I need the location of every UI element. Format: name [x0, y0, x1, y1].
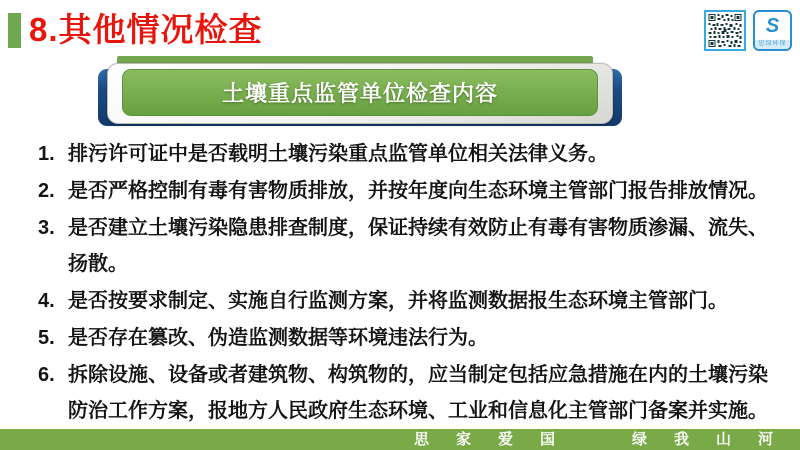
- list-item-text: 是否按要求制定、实施自行监测方案，并将监测数据报生态环境主管部门。: [68, 290, 728, 312]
- list-item: [38, 320, 778, 356]
- list-item: [38, 136, 778, 172]
- qr-code-icon: [704, 10, 746, 51]
- list-item-text: 是否建立土壤污染隐患排查制度，保证持续有效防止有毒有害物质渗漏、流失、扬散。: [68, 217, 768, 275]
- list-item-number: 3.: [38, 217, 55, 239]
- list-item-number: 6.: [38, 364, 55, 386]
- header: [0, 0, 800, 56]
- list-item: [38, 210, 778, 282]
- company-logo: [753, 10, 792, 51]
- footer-slogan-right: 绿我山河: [631, 431, 800, 448]
- section-banner: [98, 56, 622, 128]
- logo-company-name: 思绿环保: [755, 40, 790, 49]
- footer-bar: [0, 429, 800, 450]
- list-item-text: 是否存在篡改、伪造监测数据等环境违法行为。: [68, 327, 488, 349]
- title-accent-bar: [8, 13, 21, 48]
- list-item: [38, 283, 778, 319]
- banner-title: 土壤重点监管单位检查内容: [221, 81, 498, 106]
- banner-green-pill: [122, 69, 598, 116]
- list-item-text: 拆除设施、设备或者建筑物、构筑物的，应当制定包括应急措施在内的土壤污染防治工作方案，报地方人民政府生态环境、工业和信息化主管部门备案并实施。: [68, 364, 768, 422]
- logo-s-icon: S: [765, 15, 780, 37]
- list-item-number: 1.: [38, 143, 55, 165]
- list-item-text: 是否严格控制有毒有害物质排放，并按年度向生态环境主管部门报告排放情况。: [68, 180, 768, 202]
- list-item-number: 2.: [38, 180, 55, 202]
- page-title: 8.其他情况检查: [29, 11, 263, 48]
- list-item-text: 排污许可证中是否载明土壤污染重点监管单位相关法律义务。: [68, 143, 608, 165]
- list-item-number: 4.: [38, 290, 55, 312]
- list-item-number: 5.: [38, 327, 55, 349]
- footer-slogan-left: 思家爱国: [413, 431, 582, 448]
- list-item: [38, 357, 778, 429]
- list-item: [38, 173, 778, 209]
- checklist: [38, 136, 778, 430]
